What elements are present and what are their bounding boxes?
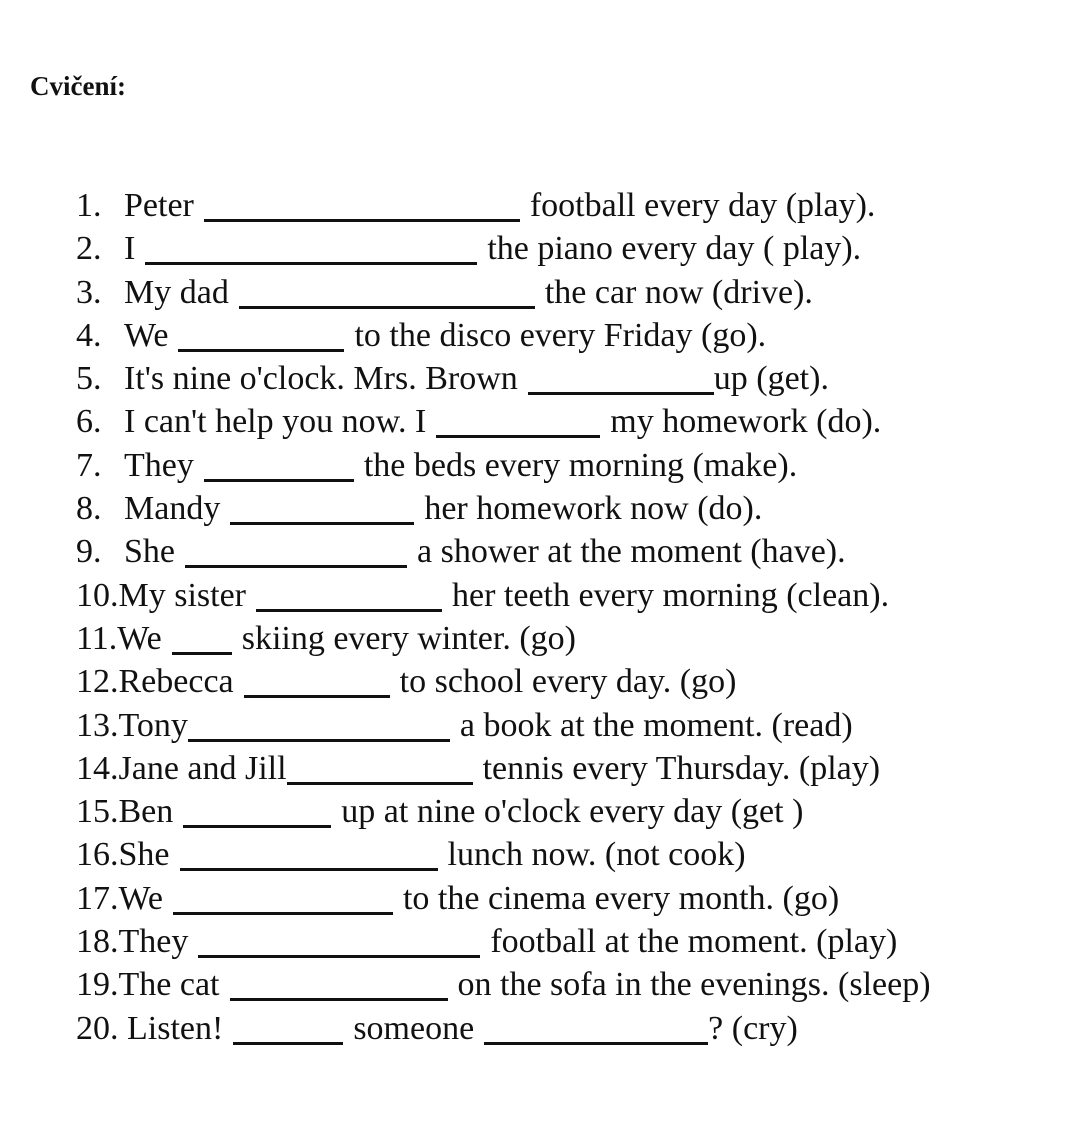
item-number: 12. [76, 663, 119, 701]
item-text-after: skiing every winter. (go) [241, 619, 576, 657]
exercise-item-1 [76, 184, 931, 227]
item-number: 15. [76, 793, 119, 831]
answer-blank[interactable] [204, 479, 354, 482]
exercise-item-11 [76, 617, 931, 660]
answer-blank-1[interactable] [233, 1042, 343, 1045]
exercise-item-16 [76, 833, 931, 876]
exercise-item-3 [76, 271, 931, 314]
item-text-before: It's nine o'clock. Mrs. Brown [124, 360, 518, 398]
exercise-item-12 [76, 660, 931, 703]
answer-blank[interactable] [198, 955, 480, 958]
item-text-before: Peter [124, 187, 194, 224]
answer-blank[interactable] [185, 565, 407, 568]
answer-blank[interactable] [528, 392, 714, 395]
item-text-after: lunch now. (not cook) [447, 836, 746, 874]
item-text-before: Mandy [124, 490, 221, 528]
answer-blank[interactable] [239, 306, 535, 309]
exercise-item-8 [76, 487, 931, 530]
answer-blank-2[interactable] [484, 1042, 708, 1045]
item-number: 16. [76, 836, 119, 874]
exercise-heading: Cvičení: [30, 71, 126, 101]
exercise-item-10 [76, 574, 931, 617]
item-text-before: My dad [124, 273, 229, 311]
item-text-after: to the cinema every month. (go) [402, 879, 840, 917]
answer-blank[interactable] [183, 825, 331, 828]
item-text-after: football at the moment. (play) [490, 923, 898, 961]
item-text-before: I can't help you now. I [124, 403, 427, 441]
item-text-before: The cat [118, 966, 220, 1004]
item-number: 1. [76, 187, 102, 224]
answer-blank[interactable] [230, 998, 448, 1001]
item-number: 17. [76, 879, 119, 917]
answer-blank[interactable] [244, 695, 390, 698]
exercise-item-5 [76, 357, 931, 400]
exercise-item-15 [76, 790, 931, 833]
exercise-item-14 [76, 747, 931, 790]
item-text-middle: someone [353, 1009, 475, 1047]
item-text-before: She [124, 533, 175, 571]
exercise-item-6 [76, 400, 931, 443]
answer-blank[interactable] [230, 522, 414, 525]
item-text-before: We [117, 619, 162, 657]
answer-blank[interactable] [145, 262, 477, 265]
item-text-before: Listen! [127, 1009, 224, 1047]
answer-blank[interactable] [173, 912, 393, 915]
exercise-item-19 [76, 963, 931, 1006]
item-text-after: up at nine o'clock every day (get ) [341, 793, 804, 831]
item-text-after: a book at the moment. (read) [459, 706, 853, 744]
exercise-item-4 [76, 314, 931, 357]
item-text-before: Ben [118, 793, 174, 831]
item-number: 3. [76, 273, 102, 311]
item-number: 7. [76, 446, 102, 484]
answer-blank[interactable] [256, 609, 442, 612]
exercise-item-7 [76, 444, 931, 487]
answer-blank[interactable] [204, 219, 520, 222]
item-text-after: tennis every Thursday. (play) [482, 749, 881, 787]
item-text-after: on the sofa in the evenings. (sleep) [457, 966, 931, 1004]
item-text-after: my homework (do). [610, 403, 882, 441]
exercise-item-13 [76, 704, 931, 747]
exercise-item-2 [76, 227, 931, 270]
item-text-before: We [118, 879, 163, 917]
exercise-list [76, 184, 931, 1050]
answer-blank[interactable] [178, 349, 344, 352]
exercise-item-9 [76, 530, 931, 573]
item-text-before: She [118, 836, 170, 874]
item-text-before: I [124, 230, 136, 268]
item-text-before: We [124, 316, 169, 354]
item-text-after: up (get). [713, 360, 829, 398]
item-number: 9. [76, 533, 102, 571]
answer-blank[interactable] [436, 435, 600, 438]
item-text-after: her homework now (do). [424, 490, 763, 528]
item-text-before: Tony [118, 706, 188, 744]
item-number: 19. [76, 966, 119, 1004]
item-text-after: to the disco every Friday (go). [354, 316, 767, 354]
item-text-after: to school every day. (go) [399, 663, 737, 701]
item-number: 20. [76, 1009, 119, 1047]
item-text-after: the beds every morning (make). [363, 446, 798, 484]
item-number: 18. [76, 923, 119, 961]
item-number: 13. [76, 706, 119, 744]
exercise-item-17 [76, 877, 931, 920]
item-text-before: They [124, 446, 194, 484]
item-text-after: the car now (drive). [544, 273, 813, 311]
exercise-item-20 [76, 1007, 931, 1050]
item-text-after: ? (cry) [708, 1009, 798, 1047]
item-text-after: her teeth every morning (clean). [452, 576, 890, 614]
item-number: 14. [76, 749, 119, 787]
answer-blank[interactable] [180, 868, 438, 871]
item-text-before: My sister [118, 576, 246, 614]
item-number: 4. [76, 316, 102, 354]
item-text-before: They [118, 923, 189, 961]
item-number: 10. [76, 576, 119, 614]
item-text-before: Rebecca [118, 663, 234, 701]
item-text-after: the piano every day ( play). [487, 230, 862, 268]
exercise-item-18 [76, 920, 931, 963]
answer-blank[interactable] [188, 739, 450, 742]
item-number: 6. [76, 403, 102, 441]
item-text-after: football every day (play). [529, 187, 876, 224]
answer-blank[interactable] [172, 652, 232, 655]
item-number: 2. [76, 230, 102, 268]
answer-blank[interactable] [287, 782, 473, 785]
item-text-before: Jane and Jill [118, 749, 287, 787]
item-number: 8. [76, 490, 102, 528]
item-number: 11. [76, 619, 118, 657]
item-number: 5. [76, 360, 102, 398]
item-text-after: a shower at the moment (have). [417, 533, 846, 571]
